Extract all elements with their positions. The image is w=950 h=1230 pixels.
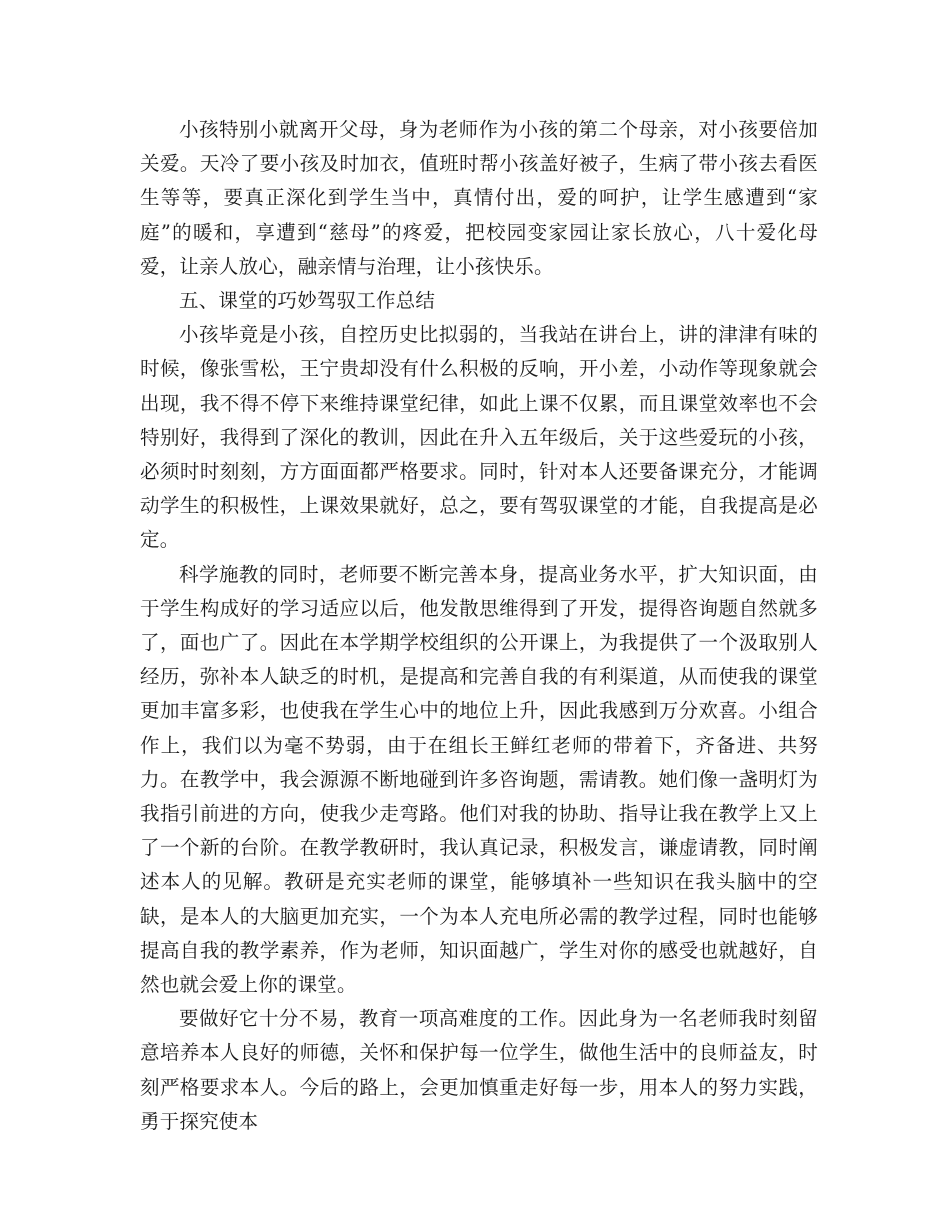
section-heading: 五、课堂的巧妙驾驭工作总结 [179, 289, 436, 313]
paragraph-ethics: 要做好它十分不易，教育一项高难度的工作。因此身为一名老师我时刻留意培养本人良好的师德，关怀和保护每一位学生，做他生活中的良师益友，时刻严格要求本人。今后的路上，会更加慎重走好每一步，用本人的努力实践，勇于探究使本 [140, 1007, 818, 1133]
paragraph-teaching: 科学施教的同时，老师要不断完善本身，提高业务水平，扩大知识面，由于学生构成好的学习适应以后，他发散思维得到了开发，提得咨询题自然就多了，面也广了。因此在本学期学校组织的公开课上，为我提供了一个汲取别人经历，弥补本人缺乏的时机，是提高和完善自我的有利渠道，从而使我的课堂更加丰富多彩，也使我在学生心中的地位上升，因此我感到万分欢喜。小组合作上，我们以为毫不势弱，由于在组长王鲜红老师的带着下，齐备进、共努力。在教学中，我会源源不断地碰到许多咨询题，需请教。她们像一盏明灯为我指引前进的方向，使我少走弯路。他们对我的协助、指导让我在教学上又上了一个新的台阶。在教学教研时，我认真记录，积极发言，谦虚请教，同时阐述本人的见解。教研是充实老师的课堂，能够填补一些知识在我头脑中的空缺，是本人的大脑更加充实，一个为本人充电所必需的教学过程，同时也能够提高自我的教学素养，作为老师，知识面越广，学生对你的感受也就越好，自然也就会爱上你的课堂。 [140, 562, 818, 997]
paragraph-classroom: 小孩毕竟是小孩，自控历史比拟弱的，当我站在讲台上，讲的津津有味的时候，像张雪松，王宁贵却没有什么积极的反响，开小差，小动作等现象就会出现，我不得不停下来维持课堂纪律，如此上课不仅累，而且课堂效率也不会特别好，我得到了深化的教训，因此在升入五年级后，关于这些爱玩的小孩，必须时时刻刻，方方面面都严格要求。同时，针对本人还要备课充分，才能调动学生的积极性，上课效果就好，总之，要有驾驭课堂的才能，自我提高是必定。 [140, 323, 818, 552]
document-body [140, 113, 818, 1139]
paragraph-care: 小孩特别小就离开父母，身为老师作为小孩的第二个母亲，对小孩要倍加关爱。天冷了要小孩及时加衣，值班时帮小孩盖好被子，生病了带小孩去看医生等等，要真正深化到学生当中，真情付出，爱的呵护，让学生感遭到“家庭”的暖和，享遭到“慈母”的疼爱，把校园变家园让家长放心，八十爱化母爱，让亲人放心，融亲情与治理，让小孩快乐。 [140, 118, 818, 278]
